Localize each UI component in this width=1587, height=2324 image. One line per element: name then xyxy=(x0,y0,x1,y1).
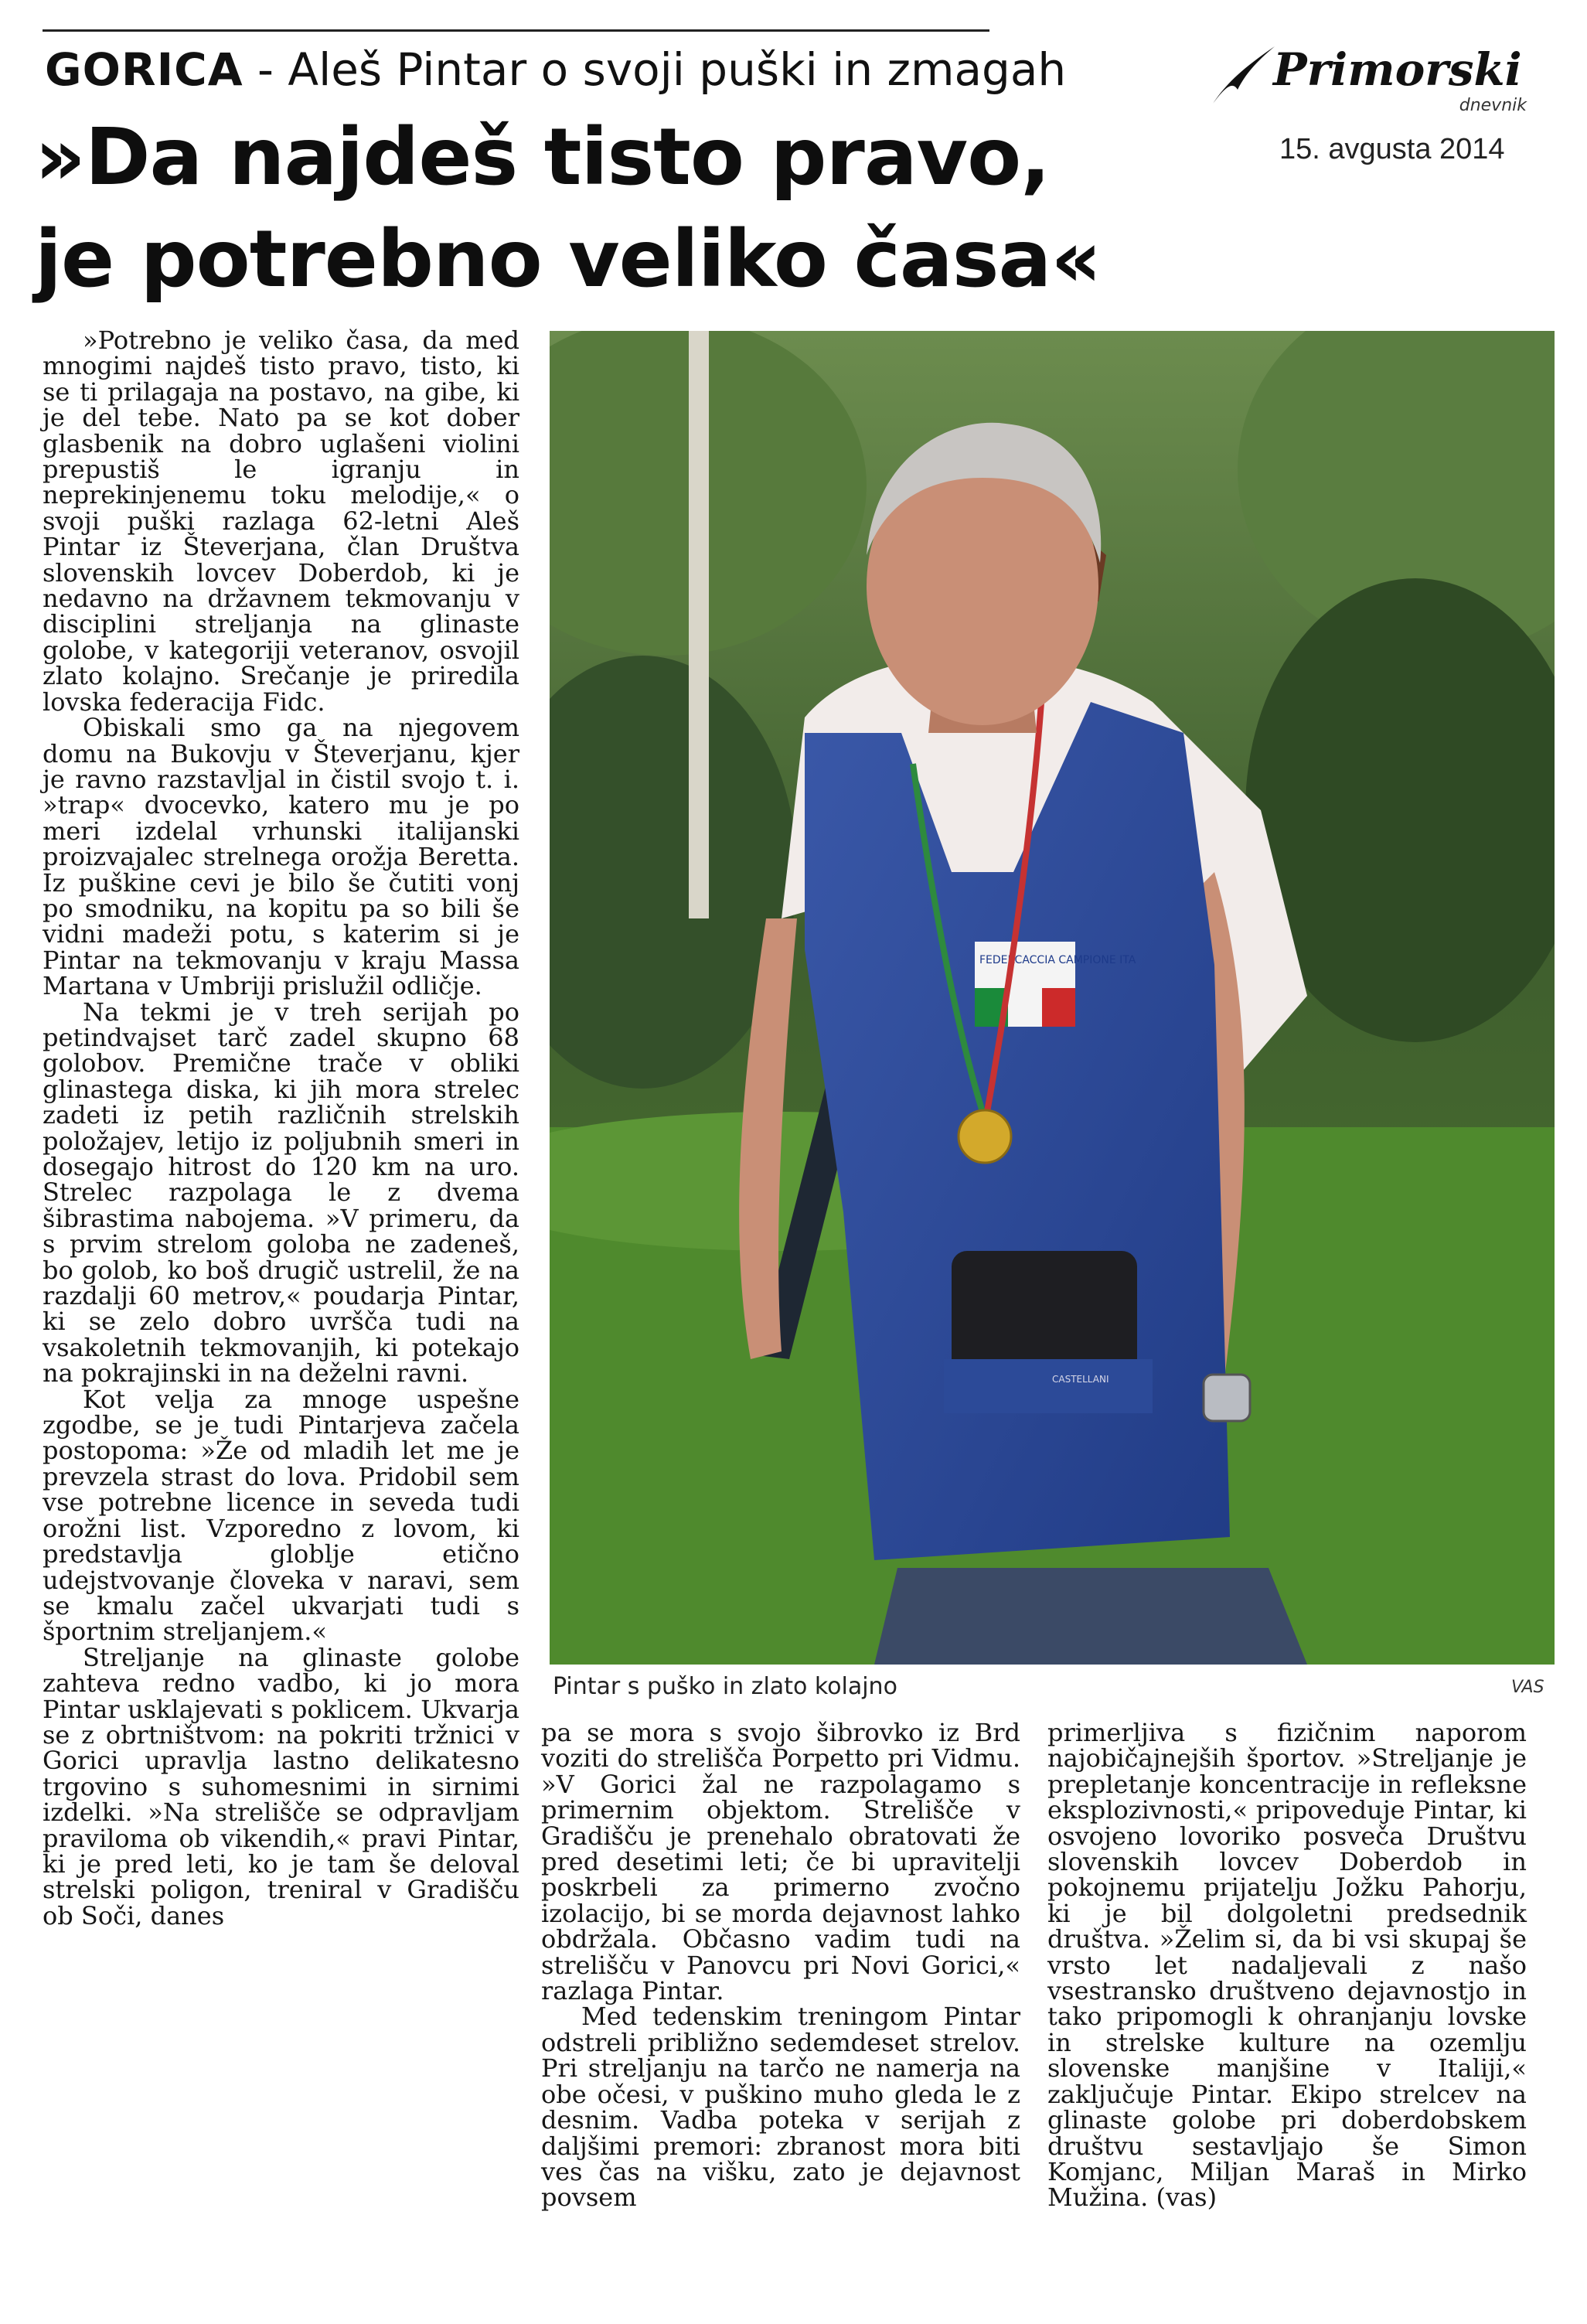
article-column-2 xyxy=(541,1720,1020,2211)
publication-date: 15. avgusta 2014 xyxy=(1279,133,1505,165)
photo-caption: Pintar s puško in zlato kolajno xyxy=(553,1673,897,1700)
paragraph: primerljiva s fizičnim naporom najobičajnejših športov. »Streljanje je prepletanje koncentracije in refleksne eksplozivnosti,« pripoveduje Pintar, ki osvojeno lovoriko posveča Društvu slovenskih lovcev Doberdob in pokojnemu prijatelju Jožku Pahorju, ki je bil dolgoletni predsednik društva. »Želim si, da bi vsi skupaj še vrsto let nadaljevali z našo vsestransko društveno dejavnostjo in tako pripomogli k ohranjanju lovske in strelske kulture na ozemlju slovenske manjšine v Italiji,« zaključuje Pintar. Ekipo strelcev na glinaste golobe pri doberdobskem društvu sestavljajo še Simon Komjanc, Miljan Maraš in Mirko Mužina. (vas) xyxy=(1047,1718,1527,2213)
kicker-subtitle: - Aleš Pintar o svoji puški in zmagah xyxy=(243,43,1067,96)
seagull-icon xyxy=(1210,39,1279,108)
kicker xyxy=(45,40,1204,99)
kicker-location: GORICA xyxy=(45,43,243,96)
headline xyxy=(35,107,1272,311)
paragraph: Streljanje na glinaste golobe zahteva redno vadbo, ki jo mora Pintar usklajevati s poklicem. Ukvarja se z obrtništvom: na pokriti tržnici v Gorici upravlja lastno delikatesno trgovino s suhomesnimi in sirnimi izdelki. »Na strelišče se odpravljam praviloma ob vikendih,« pravi Pintar, ki je pred leti, ko je tam še deloval strelski poligon, treniral v Gradišču ob Soči, danes xyxy=(43,1642,519,1930)
patch-text: FEDERCACCIA CAMPIONE ITA xyxy=(979,954,1136,966)
paragraph: pa se mora s svojo šibrovko iz Brd voziti do strelišča Porpetto pri Vidmu. »V Gorici žal ne razpolagamo s primernim objektom. Strelišče v Gradišču je prenehalo obratovati že pred desetimi leti; če bi upravitelji poskrbeli za primerno zvočno izolacijo, bi se morda dejavnost lahko obdržala. Občasno vadim tudi na strelišču v Panovcu pri Novi Gorici,« razlaga Pintar. xyxy=(541,1718,1020,2006)
paragraph: Kot velja za mnoge uspešne zgodbe, se je tudi Pintarjeva začela postopoma: »Že od mladih let me je prevzela strast do lova. Pridobil sem vse potrebne licence in seveda tudi orožni list. Vzporedno z lovom, ki predstavlja globlje etično udejstvovanje človeka v naravi, sem se kmalu začel ukvarjati tudi s športnim streljanjem.« xyxy=(43,1384,519,1647)
publication-logo xyxy=(1210,31,1550,115)
paragraph: »Potrebno je veliko časa, da med mnogimi najdeš tisto pravo, tisto, ki se ti prilagaja na postavo, na gibe, ki je del tebe. Nato pa se kot dober glasbenik na dobro uglašeni violini prepustiš le igranju in neprekinjenemu toku melodije,« o svoji puški razlaga 62-letni Aleš Pintar iz Števerjana, član Društva slovenskih lovcev Doberdob, ki je nedavno na državnem tekmovanju v disciplini streljanja na glinaste golobe, v kategoriji veteranov, osvojil zlato kolajno. Srečanje je priredila lovska federacija Fidc. xyxy=(43,325,519,717)
photo-credit: VAS xyxy=(1511,1678,1544,1697)
paragraph: Med tedenskim treningom Pintar odstreli približno sedemdeset strelov. Pri streljanju na tarčo ne namerja na obe očesi, v puškino muho gleda le z desnim. Vadba poteka v serijah z daljšimi premori: zbranost mora biti ves čas na višku, zato je dejavnost povsem xyxy=(541,2002,1020,2213)
article-column-3 xyxy=(1047,1720,1527,2211)
headline-line-1: »Da najdeš tisto pravo, xyxy=(35,111,1050,203)
paragraph: Obiskali smo ga na njegovem domu na Bukovju v Števerjanu, kjer je ravno razstavljal in čistil svojo t. i. »trap« dvocevko, katero mu je po meri izdelal vrhunski italijanski proizvajalec strelnega orožja Beretta. Iz puškine cevi je bilo še čutiti vonj po smodniku, na kopitu pa so bili še vidni madeži potu, s katerim si je Pintar na tekmovanju v kraju Massa Martana v Umbriji prislužil odličje. xyxy=(43,713,519,1001)
header-rule xyxy=(43,29,989,32)
paragraph: Na tekmi je v treh serijah po petindvajset tarč zadel skupno 68 golobov. Premične trače v obliki glinastega diska, ki jih mora strelec zadeti iz petih različnih strelskih položajev, letijo iz poljubnih smeri in dosegajo hitrost do 120 km na uro. Strelec razpolaga le z dvema šibrastima nabojema. »V primeru, da s prvim strelom goloba ne zadeneš, bo golob, ko boš drugič ustrelil, že na razdalji 60 metrov,« poudarja Pintar, ki se zelo dobro uvršča tudi na vsakoletnih tekmovanjih, ki potekajo na pokrajinski in na deželni ravni. xyxy=(43,997,519,1389)
publication-name: Primorski xyxy=(1273,43,1522,96)
publication-subtitle: dnevnik xyxy=(1459,96,1527,115)
article-photo xyxy=(550,331,1555,1665)
article-column-1 xyxy=(43,325,519,1930)
headline-line-2: je potrebno veliko časa« xyxy=(35,213,1102,305)
vest-brand-text: CASTELLANI xyxy=(1052,1374,1109,1385)
